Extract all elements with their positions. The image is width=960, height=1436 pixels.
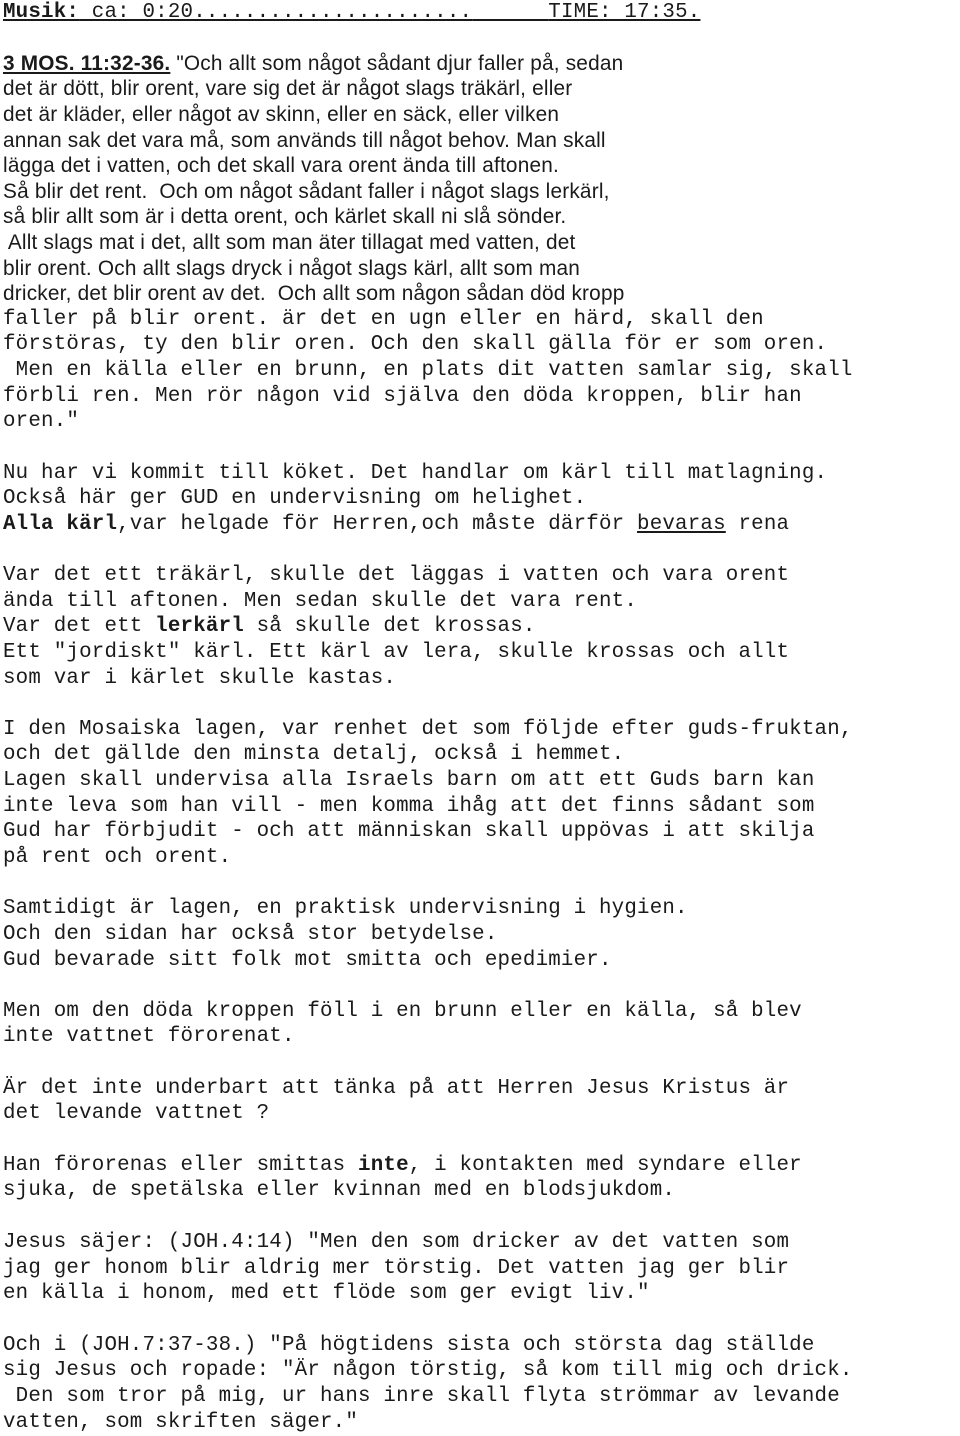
text-line: Men om den döda kroppen föll i en brunn eller en källa, så blev bbox=[3, 1000, 802, 1023]
text-line: Och den sidan har också stor betydelse. bbox=[3, 923, 498, 946]
text-line: Allt slags mat i det, allt som man äter tillagat med vatten, det bbox=[3, 231, 576, 254]
text-line: Ett "jordiskt" kärl. Ett kärl av lera, skulle krossas och allt bbox=[3, 641, 790, 664]
text-line: sjuka, de spetälska eller kvinnan med en blodsjukdom. bbox=[3, 1179, 676, 1202]
underlined-text: bevaras bbox=[637, 513, 726, 536]
text-line: Var det ett träkärl, skulle det läggas i vatten och vara orent bbox=[3, 564, 790, 587]
header-gap bbox=[472, 1, 548, 24]
text-line bbox=[3, 512, 789, 538]
text-line bbox=[3, 1153, 802, 1179]
text-line: inte vattnet förorenat. bbox=[3, 1025, 295, 1048]
text-line: ända till aftonen. Men sedan skulle det vara rent. bbox=[3, 590, 638, 613]
text-line: oren." bbox=[3, 410, 80, 433]
text-line: Jesus säjer: (JOH.4:14) "Men den som dricker av det vatten som bbox=[3, 1231, 790, 1254]
text-segment: Var det ett bbox=[3, 615, 156, 638]
text-line: sig Jesus och ropade: "Är någon törstig, så kom till mig och drick. bbox=[3, 1359, 853, 1382]
time-value: TIME: 17:35. bbox=[548, 1, 701, 24]
text-line: förbli ren. Men rör någon vid själva den döda kroppen, blir han bbox=[3, 385, 802, 408]
text-line: Den som tror på mig, ur hans inre skall flyta strömmar av levande bbox=[3, 1385, 840, 1408]
text-line bbox=[3, 614, 536, 640]
text-line: Men en källa eller en brunn, en plats dit vatten samlar sig, skall bbox=[3, 359, 853, 382]
text-line bbox=[3, 281, 624, 307]
text-segment: Och om något sådant faller i något slags lerkärl, bbox=[147, 180, 610, 203]
text-line: det är dött, blir orent, vare sig det är något slags träkärl, eller bbox=[3, 77, 573, 100]
text-line: det är kläder, eller något av skinn, eller en säck, eller vilken bbox=[3, 103, 560, 126]
music-duration: ca: 0:20...................... bbox=[79, 1, 473, 24]
text-line: en källa i honom, med ett flöde som ger evigt liv." bbox=[3, 1282, 650, 1305]
scripture-reference: 3 MOS. 11:32-36. bbox=[3, 52, 171, 75]
text-line: på rent och orent. bbox=[3, 846, 232, 869]
text-line: Är det inte underbart att tänka på att Herren Jesus Kristus är bbox=[3, 1077, 790, 1100]
header-line bbox=[3, 0, 700, 26]
emphasis-text: inte bbox=[358, 1154, 409, 1177]
text-line: så blir allt som är i detta orent, och kärlet skall ni slå sönder. bbox=[3, 205, 567, 228]
text-segment: så skulle det krossas. bbox=[243, 615, 536, 638]
text-line: faller på blir orent. är det en ugn eller en härd, skall den bbox=[3, 308, 764, 331]
text-line: I den Mosaiska lagen, var renhet det som följde efter guds-fruktan, bbox=[3, 718, 853, 741]
text-line: Lagen skall undervisa alla Israels barn om att ett Guds barn kan bbox=[3, 769, 815, 792]
text-line bbox=[3, 51, 623, 77]
text-line: annan sak det vara må, som används till något behov. Man skall bbox=[3, 129, 606, 152]
text-segment: , i kontakten med syndare eller bbox=[408, 1154, 802, 1177]
text-line: som var i kärlet skulle kastas. bbox=[3, 667, 397, 690]
text-line: lägga det i vatten, och det skall vara orent ända till aftonen. bbox=[3, 154, 559, 177]
text-segment: Han förorenas eller smittas bbox=[3, 1154, 359, 1177]
text-segment: Och allt som någon sådan död kropp bbox=[265, 282, 625, 305]
text-line bbox=[3, 179, 610, 205]
text-segment: dricker, det blir orent av det. bbox=[3, 282, 266, 305]
emphasis-text: Alla kärl bbox=[3, 513, 118, 536]
text-line: Gud bevarade sitt folk mot smitta och epedimier. bbox=[3, 949, 612, 972]
text-line: förstöras, ty den blir oren. Och den skall gälla för er som oren. bbox=[3, 333, 828, 356]
text-line: vatten, som skriften säger." bbox=[3, 1411, 359, 1434]
text-line: det levande vattnet ? bbox=[3, 1102, 270, 1125]
text-segment: ,var helgade för Herren,och måste därför bbox=[117, 513, 638, 536]
text-segment: rena bbox=[725, 513, 790, 536]
text-line: och det gällde den minsta detalj, också i hemmet. bbox=[3, 743, 625, 766]
music-label: Musik: bbox=[3, 1, 80, 24]
text-line: Och i (JOH.7:37-38.) "På högtidens sista och största dag ställde bbox=[3, 1334, 815, 1357]
text-line: Samtidigt är lagen, en praktisk undervisning i hygien. bbox=[3, 897, 688, 920]
text-line: Gud har förbjudit - och att människan skall uppövas i att skilja bbox=[3, 820, 815, 843]
text-line: Också här ger GUD en undervisning om helighet. bbox=[3, 487, 587, 510]
emphasis-text: lerkärl bbox=[155, 615, 244, 638]
text-segment: "Och allt som något sådant djur faller på, sedan bbox=[170, 52, 624, 75]
text-line: inte leva som han vill - men komma ihåg att det finns sådant som bbox=[3, 795, 815, 818]
text-line: jag ger honom blir aldrig mer törstig. Det vatten jag ger blir bbox=[3, 1257, 790, 1280]
text-line: blir orent. Och allt slags dryck i något slags kärl, allt som man bbox=[3, 257, 581, 280]
text-line: Nu har vi kommit till köket. Det handlar om kärl till matlagning. bbox=[3, 462, 828, 485]
text-segment: Så blir det rent. bbox=[3, 180, 148, 203]
